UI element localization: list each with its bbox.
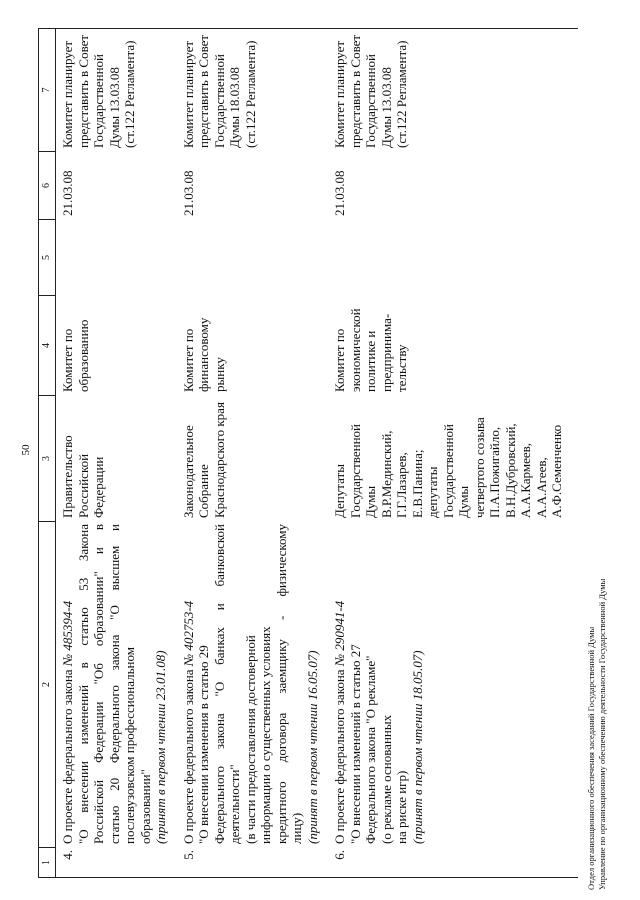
bill-heading [181,524,197,844]
deadline-date: 21.03.08 [180,170,196,216]
page-number: 50 [20,444,32,456]
column-header-5: 5 [39,219,55,295]
table-row [177,29,329,877]
committee-line: Комитет по [60,328,75,392]
initiator-line: В.Н.Дубровский, [502,423,518,518]
note-line: представить в Совет [75,34,91,148]
bill-title-line: (о рекламе основанных [378,714,394,844]
bill-title-cell [332,521,565,847]
date-cell [181,151,321,219]
bill-intro: О проекте федерального закона [332,669,347,844]
initiator-line: В.Р.Мединский, [378,430,394,518]
bill-title-line: послевузовском профессиональном [122,647,137,844]
initiator-line: Е.В.Панина; [409,449,425,518]
row-number: 5. [180,850,196,860]
note-cell [332,29,565,151]
committee-cell [60,295,169,395]
committee-line: политике и [363,330,378,392]
deadline-date: 21.03.08 [332,170,347,216]
page-footer [586,579,608,890]
committee-line: образованию [75,319,91,392]
bill-intro: О проекте федерального закона [60,669,75,844]
reading-status: (принят в первом чтении 23.01.08) [153,650,168,844]
column-header-4: 4 [39,295,55,395]
committee-line: Комитет по [332,328,347,392]
header-row [38,29,56,877]
bill-heading [332,524,348,844]
initiator-line: Государственной [347,423,363,518]
bill-heading [60,524,76,844]
initiator-line: А.Ф.Семенченко [549,424,564,518]
bill-title-line: образовании" [137,769,153,844]
column-header-2: 2 [39,521,55,847]
column-header-7: 7 [41,87,52,93]
bill-number: № 290941-4 [332,600,347,667]
committee-cell [332,295,565,395]
note-line: Комитет планирует [180,40,196,148]
empty-cell [332,219,565,295]
initiator-cell [60,395,169,521]
footer-directorate: Управление по организационному обеспечению деятельности Государственной Думы [597,578,607,890]
reading-status: (принят в первом чтении 18.05.07) [409,650,425,844]
bill-title-line: статью 20 Федерального закона "О высшем и [106,524,122,844]
committee-line: финансовому [196,317,211,392]
bill-title-line: деятельности" [227,764,242,844]
note-line: Государственной [211,53,227,148]
table-row [56,29,177,877]
initiator-line: четвертого созыва [471,417,487,518]
initiator-line: Законодательное [180,425,196,518]
initiator-cell [332,395,565,521]
initiator-cell [181,395,321,521]
bill-title [196,524,305,844]
initiator-line: депутаты [425,466,440,518]
bill-title-line: на риске игр) [394,770,409,844]
bill-title [348,524,410,844]
bill-title-line: Федерального закона "О рекламе" [363,655,378,844]
table-row [328,29,573,877]
committee-line: Комитет по [180,328,196,392]
note-line: Думы 13.03.08 [106,67,122,148]
committee-line: рынку [211,357,227,392]
initiator-line: Правительство [60,435,75,518]
note-line: (ст.122 Регламента) [394,40,409,148]
initiator-line: Думы [363,485,378,518]
initiator-line: Российской [75,453,91,518]
note-line: (ст.122 Регламента) [242,40,258,148]
bill-title-line: лицу) [289,812,304,844]
initiator-line: Депутаты [332,464,347,518]
footer-department: Отдел организационного обеспечения заседаний Государственной Думы [586,626,596,890]
note-line: Государственной [91,53,106,148]
bill-title-line: информации о существенных условиях [258,626,273,844]
bill-title-line: (в части предоставления достоверной [242,635,258,844]
row-number: 6. [332,850,347,860]
bill-title-line: Федерального закона "О банках и банковской [211,524,227,844]
row-number: 4. [60,850,75,860]
note-line: Думы 13.03.08 [378,67,394,148]
bill-title-line: Российской Федерации "Об образовании" и в [91,524,106,844]
note-line: представить в Совет [196,34,211,148]
bill-title [76,524,154,844]
date-cell [60,151,169,219]
committee-cell [181,295,321,395]
note-cell [181,29,321,151]
bill-title-line: "О внесении изменения в статью 29 [196,645,211,844]
column-header-1: 1 [39,847,55,877]
committee-line: экономической [347,308,363,392]
committee-line: тельству [394,344,409,392]
bill-title-line: "О внесении изменений в статью 27 [347,644,363,844]
bill-title-line: "О внесении изменений в статью 53 Закона [75,524,91,844]
note-line: представить в Совет [347,34,363,148]
initiator-line: Собрание [196,464,211,518]
committee-line: предпринима- [378,313,394,392]
initiator-line: А.А.Агеев, [533,457,549,518]
reading-status: (принят в первом чтении 16.05.07) [304,650,320,844]
initiator-line: Думы [456,485,471,518]
note-cell [60,29,169,151]
empty-cell [181,219,321,295]
initiator-line: Г.Г.Лазарев, [394,452,409,518]
initiator-line: Федерации [91,456,106,518]
deadline-date: 21.03.08 [60,170,75,216]
initiator-line: П.А.Пожигайло, [487,426,502,518]
initiator-line: А.А.Кармеев, [518,442,533,518]
note-line: (ст.122 Регламента) [122,40,137,148]
date-cell [332,151,565,219]
note-line: Комитет планирует [332,40,347,148]
bill-number: № 485394-4 [60,600,75,667]
bill-title-cell [60,521,169,847]
empty-cell [60,219,169,295]
bill-number: № 402753-4 [180,600,196,667]
column-header-3: 3 [39,395,55,521]
bill-title-cell [181,521,321,847]
note-line: Думы 18.03.08 [227,67,242,148]
note-line: Комитет планирует [60,40,75,148]
initiator-line: Краснодарского края [211,402,227,518]
bill-title-line: кредитного договора заемщику - физическому [273,524,289,844]
initiator-line: Государственной [440,423,456,518]
bill-intro: О проекте федерального закона [180,669,196,844]
note-line: Государственной [363,53,378,148]
program-table [38,28,578,878]
column-header-6: 6 [39,151,55,219]
